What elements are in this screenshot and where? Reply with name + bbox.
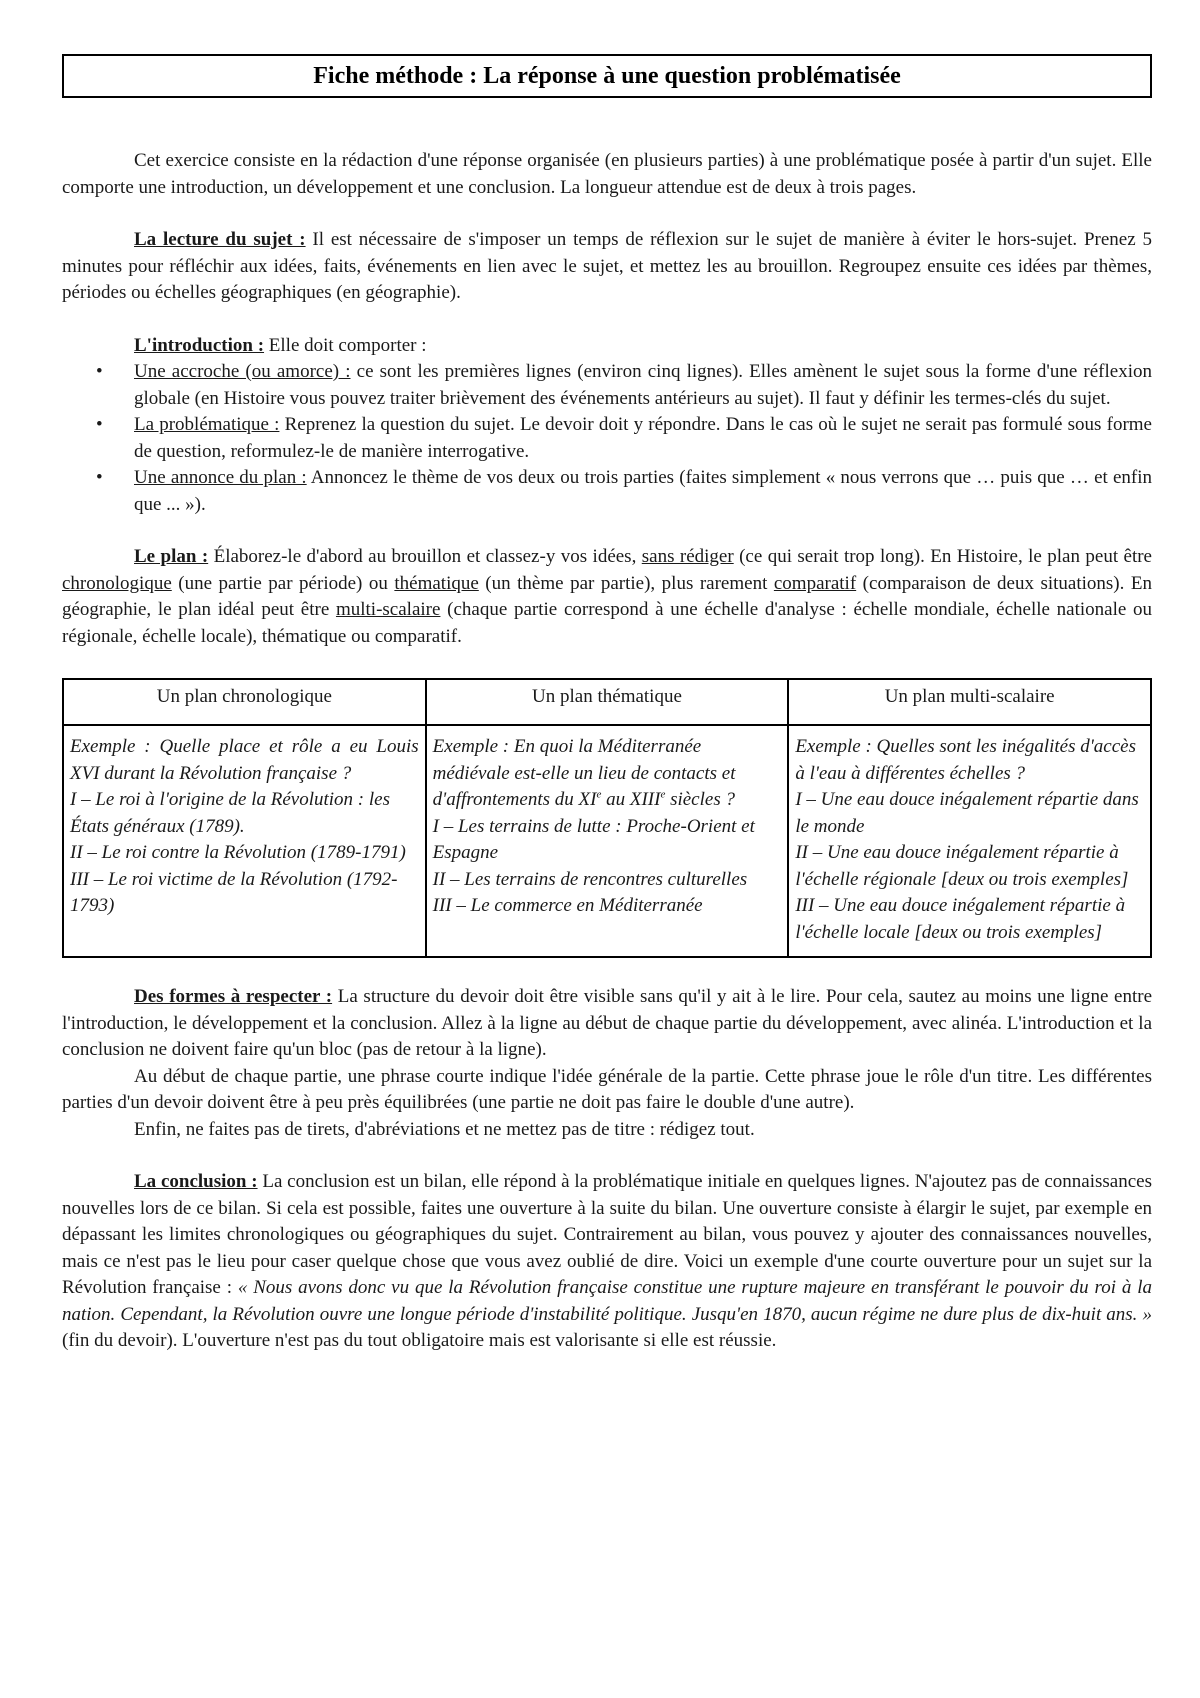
cell-line: II – Les terrains de rencontres culturelles (432, 868, 748, 890)
plan-text: (comparaison de deux situations). En géographie, le plan idéal peut être (62, 572, 1152, 620)
formes-paragraph-3: Enfin, ne faites pas de tirets, d'abréviations et ne mettez pas de titre : rédigez tout. (134, 1118, 755, 1140)
bullet-icon: • (96, 361, 103, 382)
item-text: ce sont les premières lignes (environ cinq lignes). Elles amènent le sujet sous la forme d'une réflexion globale (en Histoire vous pouvez traiter brièvement des événements antérieurs au sujet). Il faut y définir les termes-clés du sujet. (134, 361, 1152, 409)
section-plan (62, 544, 1152, 650)
plan-keyword: multi-scalaire (335, 599, 441, 620)
list-item (62, 465, 1152, 518)
introduction-list (62, 359, 1152, 518)
cell-line: I – Le roi à l'origine de la Révolution : les États généraux (1789). (70, 789, 390, 837)
plan-text: Élaborez-le d'abord au brouillon et classez-y vos idées, (208, 546, 642, 567)
conclusion-quote: « Nous avons donc vu que la Révolution française constitue une rupture majeure en transférant le pouvoir du roi à la nation. Cependant, la Révolution ouvre une longue période d'instabilité politique. Jusqu'en 1870, aucun régime ne dure plus de dix-huit ans. » (62, 1277, 1153, 1325)
formes-text: La structure du devoir doit être visible sans qu'il y ait à le lire. Pour cela, sautez au moins une ligne entre l'introduction, le développement et la conclusion. Allez à la ligne au début de chaque partie du développement, avec alinéa. L'introduction et la conclusion ne doivent faire qu'un bloc (pas de retour à la ligne). (62, 986, 1152, 1060)
cell-line: II – Une eau douce inégalement répartie à l'échelle régionale [deux ou trois exemples] (795, 842, 1129, 890)
column-header: Un plan multi-scalaire (788, 679, 1151, 725)
bullet-icon: • (96, 414, 103, 435)
example-text: Exemple : En quoi la Méditerranée médiévale est-elle un lieu de contacts et d'affrontements du XI (432, 736, 736, 810)
plan-text: (chaque partie correspond à une échelle d'analyse : échelle mondiale, échelle nationale ou régionale, échelle locale), thématique ou comparatif. (62, 599, 1152, 647)
superscript: e (596, 788, 602, 801)
cell-example: Exemple : Quelle place et rôle a eu Louis XVI durant la Révolution française ? (70, 736, 419, 784)
table-header-row (63, 679, 1151, 725)
document-page (62, 54, 1152, 1355)
introduction-heading: L'introduction : (134, 334, 265, 356)
cell-line: III – Le commerce en Méditerranée (432, 895, 703, 916)
table-cell-multi-scalaire (788, 725, 1151, 957)
cell-line: II – Le roi contre la Révolution (1789-1791) (70, 842, 406, 863)
plan-heading: Le plan : (134, 546, 209, 567)
section-introduction (62, 333, 1152, 360)
column-header: Un plan thématique (426, 679, 789, 725)
conclusion-text: La conclusion est un bilan, elle répond à la problématique initiale en quelques lignes. N'ajoutez pas de connaissances nouvelles lors de ce bilan. Si cela est possible, faites une ouverture à la suite du bilan. Une ouverture consiste à élargir le sujet, par exemple en dépassant les limites chronologiques ou géographiques du sujet. Contrairement au bilan, vous pouvez y ajouter des connaissances nouvelles, mais ce n'est pas le lieu pour caser quelque chose que vous avez oublié de dire. Voici un exemple d'une courte ouverture pour un sujet sur la Révolution française : (62, 1171, 1152, 1298)
item-text: Annoncez le thème de vos deux ou trois parties (faites simplement « nous verrons que … puis que … et enfin que ... »). (134, 467, 1152, 515)
page-title: Fiche méthode : La réponse à une question problématisée (62, 54, 1152, 98)
cell-example: Exemple : Quelles sont les inégalités d'accès à l'eau à différentes échelles ? (795, 736, 1136, 784)
item-text: Reprenez la question du sujet. Le devoir doit y répondre. Dans le cas où le sujet ne serait pas formulé sous forme de question, reformulez-le de manière interrogative. (134, 414, 1152, 462)
cell-line: I – Les terrains de lutte : Proche-Orient et Espagne (432, 815, 755, 863)
list-item (62, 412, 1152, 465)
item-label: La problématique : (134, 414, 280, 435)
section-lecture (62, 227, 1152, 307)
section-formes (62, 984, 1152, 1064)
list-item (62, 359, 1152, 412)
cell-example (433, 734, 782, 814)
item-label: Une annonce du plan : (134, 467, 307, 488)
intro-paragraph: Cet exercice consiste en la rédaction d'une réponse organisée (en plusieurs parties) à une problématique posée à partir d'un sujet. Elle comporte une introduction, un développement et une conclusion. La longueur attendue est de deux à trois pages. (62, 150, 1152, 198)
formes-heading: Des formes à respecter : (134, 986, 333, 1007)
conclusion-heading: La conclusion : (134, 1171, 258, 1192)
cell-line: I – Une eau douce inégalement répartie dans le monde (795, 789, 1139, 837)
item-label: Une accroche (ou amorce) : (134, 361, 351, 382)
plans-table (62, 678, 1152, 958)
lecture-text: Il est nécessaire de s'imposer un temps de réflexion sur le sujet de manière à éviter le hors-sujet. Prenez 5 minutes pour réfléchir aux idées, faits, événements en lien avec le sujet, et mettez les au brouillon. Regroupez ensuite ces idées par thèmes, périodes ou échelles géographiques (en géographie). (62, 229, 1152, 303)
example-text: au XIII (601, 789, 661, 810)
plan-text: (un thème par partie), plus rarement (478, 572, 774, 594)
table-cell-thematique (426, 725, 789, 957)
formes-paragraph-2: Au début de chaque partie, une phrase courte indique l'idée générale de la partie. Cette phrase joue le rôle d'un titre. Les différentes parties d'un devoir doivent être à peu près équilibrées (une partie ne doit pas faire le double d'une autre). (62, 1065, 1152, 1113)
conclusion-end: (fin du devoir). L'ouverture n'est pas du tout obligatoire mais est valorisante si elle est réussie. (62, 1330, 777, 1351)
cell-line: III – Le roi victime de la Révolution (1792-1793) (70, 868, 398, 916)
lecture-heading: La lecture du sujet : (134, 229, 306, 250)
plan-keyword: comparatif (773, 572, 857, 594)
table-cell-chronologique (63, 725, 426, 957)
plan-keyword: chronologique (62, 572, 172, 594)
section-conclusion (62, 1169, 1152, 1355)
introduction-text: Elle doit comporter : (264, 334, 427, 356)
superscript: e (660, 788, 666, 801)
plan-text: (ce qui serait trop long). En Histoire, le plan peut être (733, 546, 1152, 567)
plan-keyword: thématique (394, 572, 479, 594)
plan-text: (une partie par période) ou (171, 572, 395, 594)
column-header: Un plan chronologique (63, 679, 426, 725)
bullet-icon: • (96, 467, 103, 488)
table-row (63, 725, 1151, 957)
cell-line: III – Une eau douce inégalement répartie à l'échelle locale [deux ou trois exemples] (795, 895, 1126, 943)
plan-keyword: sans rédiger (641, 546, 734, 567)
example-text: siècles ? (665, 789, 735, 810)
